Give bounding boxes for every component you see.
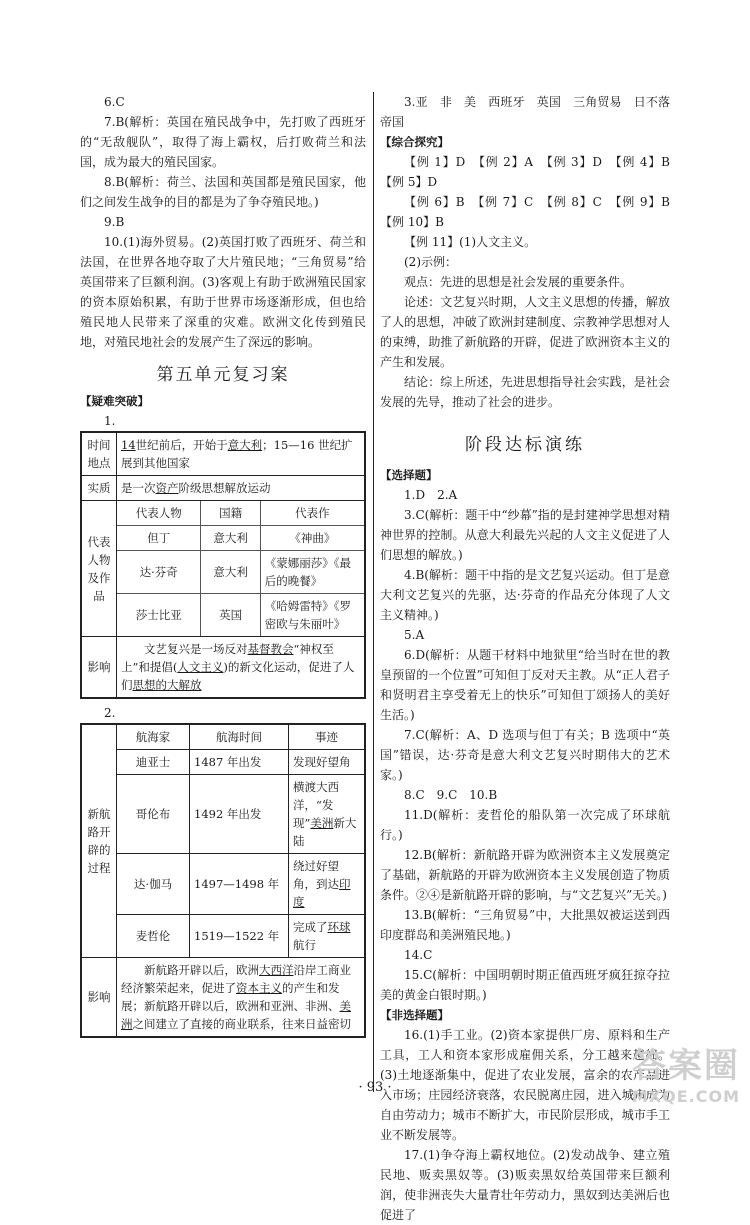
answer-6-stage: 6.D(解析：从题干材料中地狱里“给当时在世的教皇预留的一个位置”可知但丁反对天主教。从“正人君子和贤明君主享受着无上的快乐”可知但丁颂扬人的美好生活。): [380, 648, 670, 722]
header-time: 航海时间: [190, 724, 289, 750]
time-cell: 1519—1522 年: [190, 915, 289, 958]
answer-7: 7.B(解析：英国在殖民战争中，先打败了西班牙的“无敌舰队”，取得了海上霸权，后打败荷兰和法国，成为最大的殖民国家。: [80, 115, 366, 169]
works-cell: 《蒙娜丽莎》《最后的晚餐》: [260, 551, 364, 594]
navigator-cell: 达·伽马: [117, 854, 190, 915]
deed-cell: 绕过好望角，到达印度: [289, 854, 366, 915]
header-navigator: 航海家: [117, 724, 190, 750]
renaissance-table: [80, 431, 366, 699]
answer-14: 14.C: [404, 948, 433, 962]
answer-3-fill: 3.亚 非 美 西班牙 英国 三角贸易 日不落帝国: [380, 95, 670, 129]
answer-10: 10.(1)海外贸易。(2)英国打败了西班牙、荷兰和法国，在世界各地夺取了大片殖民地；“三角贸易”给英国带来了巨额利润。(3)客观上有助于欧洲殖民国家的资本原始积累，有助于世界市场逐渐形成，但也给殖民地人民带来了深重的灾难。欧洲文化传到殖民地，对殖民地社会的发展产生了深远的影响。: [80, 235, 366, 349]
answer-6: 6.C: [104, 95, 125, 109]
watermark-logo: [632, 1038, 740, 1106]
works-cell: 《神曲》: [260, 526, 364, 551]
answer-13: 13.B(解析：“三角贸易”中，大批黑奴被运送到西印度群岛和美洲殖民地。): [380, 908, 670, 942]
navigator-cell: 迪亚士: [117, 750, 190, 775]
answer-7-stage: 7.C(解析：A、D 选项与但丁有关；B 选项中“英国”错误，达·芬奇是意大利文艺复兴时期伟大的艺术家。): [380, 728, 670, 782]
row-label-time-place: 时间地点: [81, 432, 117, 476]
header-deed: 事迹: [289, 724, 366, 750]
answer-15: 15.C(解析：中国明朝时期正值西班牙疯狂掠夺拉美的黄金白银时期。): [380, 968, 670, 1002]
table1-number: 1.: [104, 414, 116, 428]
row-label-essence: 实质: [81, 476, 117, 501]
time-cell: 1492 年出发: [190, 775, 289, 854]
table-row: [117, 551, 364, 594]
nation-cell: 意大利: [201, 551, 260, 594]
person-cell: 莎士比亚: [117, 594, 201, 637]
essence-cell: 是一次资产阶级思想解放运动: [117, 476, 366, 501]
table-row: [81, 958, 365, 1038]
example-answers-1: 【例 1】D 【例 2】A 【例 3】D 【例 4】B 【例 5】D: [380, 155, 683, 189]
navigator-cell: 麦哲伦: [117, 915, 190, 958]
stage-title: 阶段达标演练: [465, 435, 585, 455]
answer-11: 11.D(解析：麦哲伦的船队第一次完成了环球航行。): [380, 808, 670, 842]
unit-title: 第五单元复习案: [156, 365, 290, 385]
inner-header: 代表人物: [117, 501, 201, 526]
impact-cell: 文艺复兴是一场反对基督教会“神权至上”和提倡(人文主义)的新文化运动，促进了人们思想的大解放: [117, 637, 366, 699]
figures-cell: [117, 501, 366, 637]
answer-3: 3.C(解析：题干中“纱幕”指的是封建神学思想对精神世界的控制。从意大利最先兴起的人文主义促进了人们思想的解放。): [380, 508, 670, 562]
example-11-argument: 论述：文艺复兴时期，人文主义思想的传播，解放了人的思想，冲破了欧洲封建制度、宗教神学思想对人的束缚，助推了新航路的开辟，促进了欧洲资本主义的产生和发展。: [380, 295, 670, 369]
table-row: [81, 476, 365, 501]
answer-1-2: 1.D 2.A: [404, 488, 458, 502]
navigator-cell: 哥伦布: [117, 775, 190, 854]
row-label-figures: 代表人物及作品: [81, 501, 117, 637]
table-row: [81, 775, 365, 854]
table-row: [81, 854, 365, 915]
table-row: [117, 526, 364, 551]
table-row: [81, 432, 365, 476]
deed-cell: 横渡大西洋，“发现”美洲新大陆: [289, 775, 366, 854]
section-tag-zonghe: 【综合探究】: [380, 135, 449, 149]
nation-cell: 意大利: [201, 526, 260, 551]
figures-inner-table: [117, 501, 364, 636]
time-cell: 1497—1498 年: [190, 854, 289, 915]
answer-9: 9.B: [104, 215, 125, 229]
works-cell: 《哈姆雷特》《罗密欧与朱丽叶》: [260, 594, 364, 637]
row-label-impact: 影响: [81, 637, 117, 699]
example-11-conclusion: 结论：综上所述，先进思想指导社会实践，是社会发展的先导，推动了社会的进步。: [380, 375, 670, 409]
example-answers-2: 【例 6】B 【例 7】C 【例 8】C 【例 9】B 【例 10】B: [380, 195, 683, 229]
section-tag-feixuanze: 【非选择题】: [380, 1008, 449, 1022]
new-routes-table: [80, 723, 366, 1038]
page-number: · 93 ·: [358, 1080, 392, 1095]
answer-17: 17.(1)争夺海上霸权地位。(2)发动战争、建立殖民地、贩卖黑奴等。(3)贩卖黑奴给英国带来巨额利润，使非洲丧失大量青壮年劳动力，黑奴到达美洲后也促进了: [380, 1148, 670, 1222]
example-11-view: 观点：先进的思想是社会发展的重要条件。: [404, 275, 633, 289]
row-label-routes-impact: 影响: [81, 958, 117, 1038]
person-cell: 达·芬奇: [117, 551, 201, 594]
right-column: [380, 92, 683, 1225]
column-divider: [373, 92, 374, 1092]
inner-header: 代表作: [260, 501, 364, 526]
section-tag-yinan: 【疑难突破】: [80, 394, 149, 408]
answer-4: 4.B(解析：题干中指的是文艺复兴运动。但丁是意大利文艺复兴的先驱，达·芬奇的作品充分体现了人文主义精神。): [380, 568, 670, 622]
answer-5: 5.A: [404, 628, 425, 642]
nation-cell: 英国: [201, 594, 260, 637]
inner-header: 国籍: [201, 501, 260, 526]
table-row: [81, 501, 365, 637]
watermark-url: MXQE.COM: [631, 1087, 740, 1106]
table-row: [81, 637, 365, 699]
table2-number: 2.: [104, 706, 116, 720]
person-cell: 但丁: [117, 526, 201, 551]
answer-12: 12.B(解析：新航路开辟为欧洲资本主义发展奠定了基础，新航路的开辟为欧洲资本主义发展创造了物质条件。②④是新航路开辟的影响，与“文艺复兴”无关。): [380, 848, 670, 902]
time-cell: 1487 年出发: [190, 750, 289, 775]
answer-8: 8.B(解析：荷兰、法国和英国都是殖民国家，他们之间发生战争的目的都是为了争夺殖民地。): [80, 175, 366, 209]
watermark-text: 答案圈: [631, 1046, 740, 1086]
time-place-cell: 14世纪前后，开始于意大利；15—16 世纪扩展到其他国家: [117, 432, 366, 476]
deed-cell: 发现好望角: [289, 750, 366, 775]
example-11: 【例 11】(1)人文主义。: [404, 235, 537, 249]
answer-16: 16.(1)手工业。(2)资本家提供厂房、原料和生产工具，工人和资本家形成雇佣关系，分工越来越细。(3)土地逐渐集中，促进了农业发展，富余的农产品进入市场；庄园经济衰落，农民脱离庄园，进入城市成为自由劳动力；城市不断扩大，市民阶层形成，城市手工业不断发展等。: [380, 1028, 670, 1142]
left-column: [80, 92, 366, 1038]
section-tag-xuanze: 【选择题】: [380, 468, 438, 482]
routes-impact-cell: 新航路开辟以后，欧洲大西洋沿岸工商业经济繁荣起来，促进了资本主义的产生和发展；新航路开辟以后，欧洲和亚洲、非洲、美洲之间建立了直接的商业联系，往来日益密切: [117, 958, 366, 1038]
row-label-routes: 新航路开辟的过程: [81, 724, 117, 958]
table-row: [117, 594, 364, 637]
table-row: [81, 750, 365, 775]
table-row: [81, 915, 365, 958]
answer-8-10: 8.C 9.C 10.B: [404, 788, 498, 802]
deed-cell: 完成了环球航行: [289, 915, 366, 958]
example-11-sample: (2)示例：: [404, 255, 457, 269]
